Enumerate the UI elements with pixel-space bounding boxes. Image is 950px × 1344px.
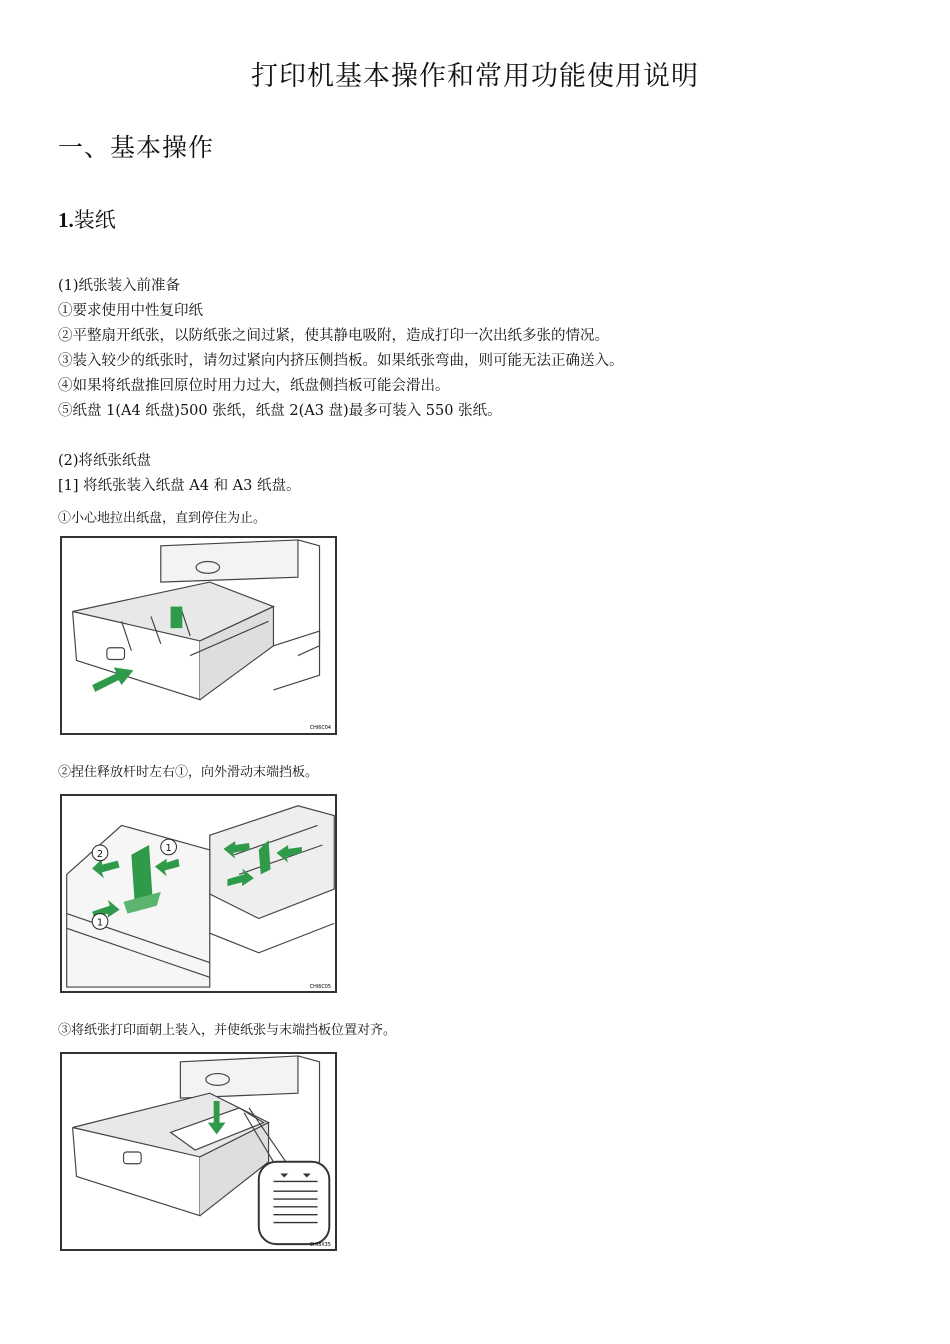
prep-item: ③装入较少的纸张时，请勿过紧向内挤压侧挡板。如果纸张弯曲，则可能无法正确送入。 (58, 353, 624, 369)
load-illustration (62, 1054, 335, 1249)
arrow-green-icon (92, 667, 133, 691)
subsection-number: 1. (58, 208, 74, 232)
figure-caption: ③将纸张打印面朝上装入，并使纸张与末端挡板位置对齐。 (58, 1023, 397, 1038)
subsection-label: 装纸 (73, 208, 116, 232)
prep-item: ①要求使用中性复印纸 (58, 303, 203, 319)
svg-text:1: 1 (165, 842, 172, 854)
guide-illustration (62, 796, 335, 991)
load-step1: [1] 将纸张装入纸盘 A4 和 A3 纸盘。 (58, 478, 301, 494)
page-title: 打印机基本操作和常用功能使用说明 (251, 61, 699, 92)
figure-code: CHI6C05 (309, 984, 331, 991)
prep-item: ⑤纸盘 1(A4 纸盘)500 张纸，纸盘 2(A3 盘)最多可装入 550 张纸。 (58, 403, 502, 419)
figure-pull-tray (60, 536, 337, 735)
svg-text:2: 2 (96, 848, 104, 860)
section-heading: 一、基本操作 (58, 133, 215, 162)
load-heading: (2)将纸张纸盘 (58, 453, 152, 469)
prep-item: ②平整扇开纸张，以防纸张之间过紧，使其静电吸附，造成打印一次出纸多张的情况。 (58, 328, 609, 344)
figure-caption: ①小心地拉出纸盘，直到停住为止。 (58, 511, 267, 526)
tray-illustration (62, 538, 335, 733)
prep-heading: (1)纸张装入前准备 (58, 278, 181, 294)
subsection-heading (58, 204, 116, 234)
figure-code: CHI6C04 (309, 725, 331, 732)
figure-code: CHI8X35 (309, 1242, 331, 1249)
figure-caption: ②捏住释放杆时左右①，向外滑动末端挡板。 (58, 765, 319, 780)
figure-load-paper (60, 1052, 337, 1251)
figure-slide-guide (60, 794, 337, 993)
svg-text:1: 1 (96, 917, 104, 929)
prep-item: ④如果将纸盘推回原位时用力过大，纸盘侧挡板可能会滑出。 (58, 378, 450, 394)
